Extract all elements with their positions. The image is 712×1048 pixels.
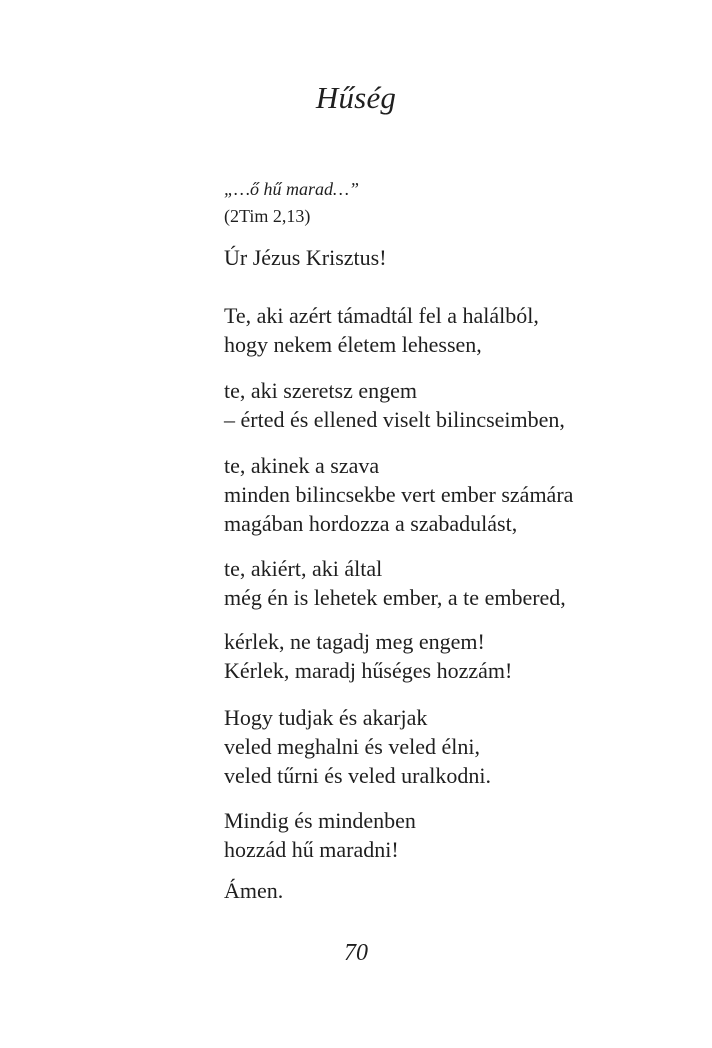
stanza-4 bbox=[224, 554, 566, 612]
poem-line: minden bilincsekbe vert ember számára bbox=[224, 482, 574, 507]
poem-line: magában hordozza a szabadulást, bbox=[224, 511, 518, 536]
poem-line: Te, aki azért támadtál fel a halálból, bbox=[224, 303, 539, 328]
poem-line: kérlek, ne tagadj meg engem! bbox=[224, 629, 485, 654]
stanza-6 bbox=[224, 703, 491, 790]
page-number: 70 bbox=[344, 940, 368, 966]
poem-closing: Ámen. bbox=[224, 878, 284, 903]
stanza-2 bbox=[224, 376, 565, 434]
poem-line: még én is lehetek ember, a te embered, bbox=[224, 585, 566, 610]
poem-line: Hogy tudjak és akarjak bbox=[224, 705, 428, 730]
epigraph-quote: „…ő hű marad…” bbox=[224, 179, 360, 199]
poem-line: te, akiért, aki által bbox=[224, 556, 383, 581]
epigraph bbox=[224, 176, 359, 230]
poem-line: hozzád hű maradni! bbox=[224, 837, 399, 862]
poem-line: te, aki szeretsz engem bbox=[224, 378, 418, 403]
poem-address: Úr Jézus Krisztus! bbox=[224, 245, 387, 270]
poem-line: te, akinek a szava bbox=[224, 453, 380, 478]
epigraph-reference: (2Tim 2,13) bbox=[224, 206, 311, 226]
poem-line: veled meghalni és veled élni, bbox=[224, 734, 480, 759]
stanza-3 bbox=[224, 451, 573, 538]
poem-line: hogy nekem életem lehessen, bbox=[224, 332, 482, 357]
poem-line: Kérlek, maradj hűséges hozzám! bbox=[224, 658, 513, 683]
stanza-7 bbox=[224, 806, 416, 864]
poem-line: Mindig és mindenben bbox=[224, 808, 416, 833]
poem-line: – érted és ellened viselt bilincseimben, bbox=[224, 407, 565, 432]
stanza-5 bbox=[224, 627, 512, 685]
poem-line: veled tűrni és veled uralkodni. bbox=[224, 763, 491, 788]
stanza-1 bbox=[224, 301, 539, 359]
poem-title: Hűség bbox=[315, 80, 397, 115]
